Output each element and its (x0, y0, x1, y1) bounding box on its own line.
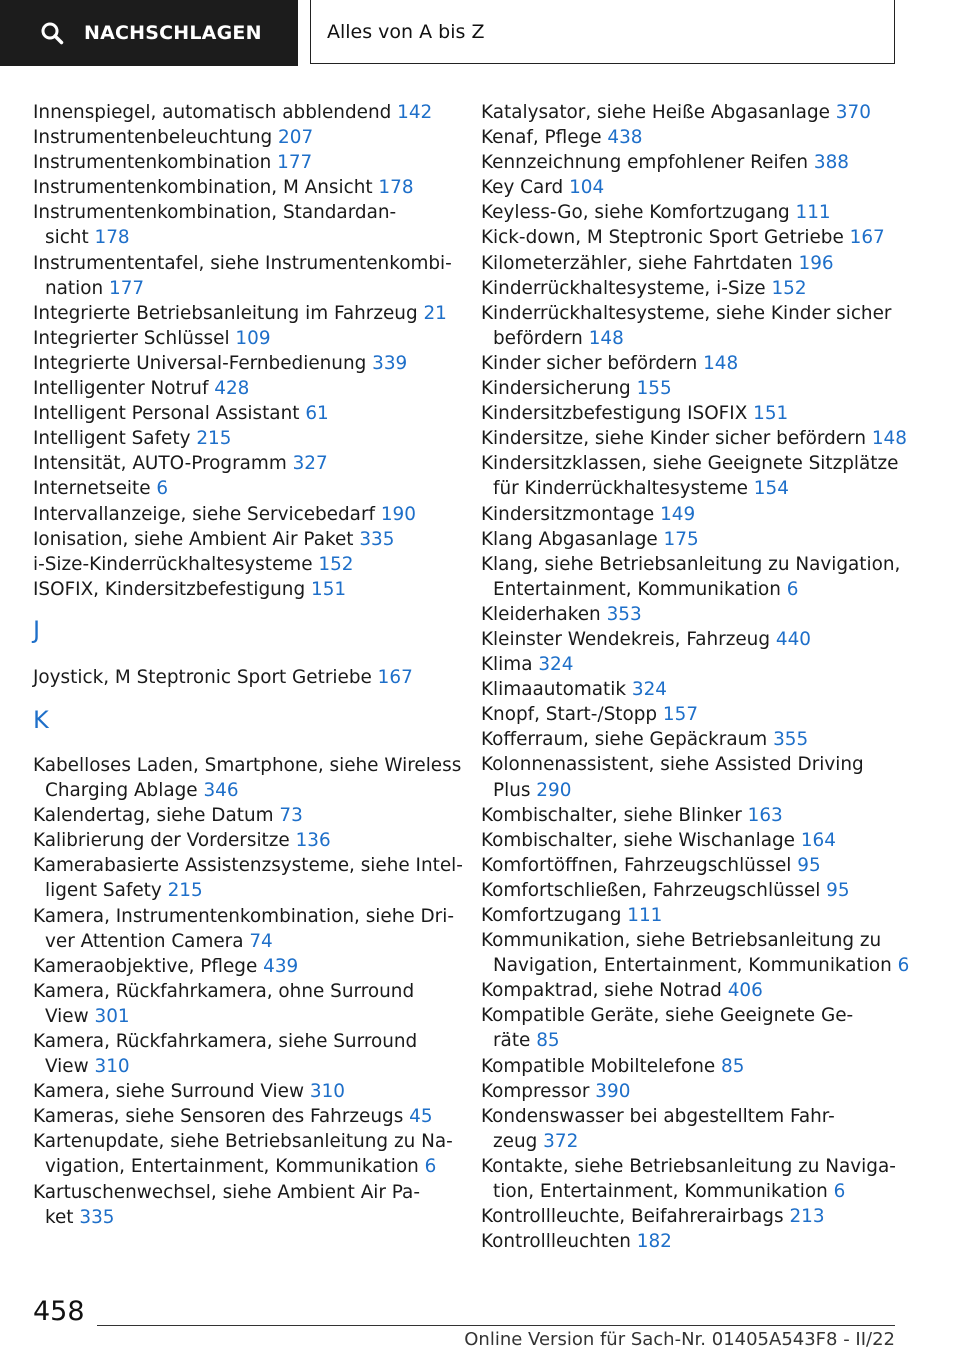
page-link[interactable]: 111 (795, 202, 831, 224)
index-entry-text: Kamera, Rückfahrkamera, ohne Surround (33, 980, 415, 1002)
index-entry-text: Kompatible Mobiltelefone (481, 1055, 716, 1077)
index-entry (33, 853, 463, 903)
index-entry (33, 251, 453, 301)
index-entry (33, 376, 453, 401)
index-entry-text: Kondenswasser bei abgestelltem Fahr- (481, 1105, 835, 1127)
page-link[interactable]: 372 (543, 1130, 579, 1152)
index-entry-text: Instrumentenkombination, M Ansicht (33, 177, 373, 199)
page-link[interactable]: 390 (595, 1080, 631, 1102)
index-entry (481, 602, 911, 627)
index-entry (481, 853, 911, 878)
page-link[interactable]: 182 (636, 1231, 672, 1253)
index-entry-continuation: View (45, 1056, 89, 1078)
index-entry-continuation: View (45, 1005, 89, 1027)
index-entry-text: Kommunikation, siehe Betriebsanleitung zu (481, 930, 882, 952)
index-entry (481, 502, 911, 527)
index-entry-continuation: nation (45, 277, 104, 299)
index-entry-text: Intelligent Personal Assistant (33, 403, 300, 425)
page-link[interactable]: 355 (773, 729, 809, 751)
page-link[interactable]: 148 (703, 352, 739, 374)
page-link[interactable]: 178 (94, 227, 130, 249)
index-entry (33, 552, 453, 577)
index-list-j (33, 665, 453, 690)
index-entry-text: Kindersicherung (481, 378, 631, 400)
index-entry (481, 903, 911, 928)
page-link[interactable]: 438 (607, 127, 643, 149)
page-link[interactable]: 163 (747, 804, 783, 826)
index-entry-text: Kinderrückhaltesysteme, siehe Kinder sicher (481, 302, 892, 324)
index-entry-text: Ionisation, siehe Ambient Air Paket (33, 528, 354, 550)
index-entry-text: Komfortzugang (481, 905, 622, 926)
index-entry-text: Klimaautomatik (481, 679, 627, 701)
index-entry (481, 752, 911, 802)
index-entry-text: Kamerabasierte Assistenzsysteme, siehe Intel- (33, 855, 463, 877)
index-entry-text: i-Size-Kinderrückhaltesysteme (33, 553, 313, 575)
page-link[interactable]: 149 (660, 503, 696, 525)
page-link[interactable]: 142 (397, 102, 433, 123)
page-link[interactable]: 152 (771, 277, 807, 299)
index-entry (33, 175, 453, 200)
index-entry (481, 928, 911, 978)
index-entry (481, 727, 911, 752)
index-entry-text: Knopf, Start-/Stopp (481, 704, 658, 726)
index-entry (481, 451, 911, 501)
index-entry (33, 577, 453, 602)
index-entry-text: Intelligent Safety (33, 428, 191, 450)
index-entry-continuation: Charging Ablage (45, 780, 198, 802)
index-entry-continuation: zeug (493, 1130, 538, 1152)
index-entry-text: Joystick, M Steptronic Sport Getriebe (33, 666, 372, 688)
page-link[interactable]: 324 (538, 654, 574, 676)
index-entry (481, 1104, 911, 1154)
page-link[interactable]: 190 (380, 503, 416, 525)
index-entry-text: Kamera, Instrumentenkombination, siehe Dri- (33, 905, 454, 927)
index-entry-text: Kindersitze, siehe Kinder sicher befördern (481, 428, 866, 450)
index-entry (33, 326, 453, 351)
index-entry (481, 677, 911, 702)
index-entry (481, 351, 911, 376)
index-entry-text: Kinder sicher befördern (481, 352, 698, 374)
page-link[interactable]: 406 (727, 980, 763, 1002)
index-entry (481, 627, 911, 652)
index-entry (481, 175, 911, 200)
page-link[interactable]: 370 (835, 102, 871, 123)
index-entry-text: ISOFIX, Kindersitzbefestigung (33, 578, 306, 600)
index-entry-text: Kontrollleuchten (481, 1231, 631, 1253)
index-entry-text: Kinderrückhaltesysteme, i-Size (481, 277, 766, 299)
index-entry (33, 1180, 453, 1230)
index-entry (33, 828, 453, 853)
index-entry-text: Integrierte Universal-Fernbedienung (33, 352, 367, 374)
index-entry-text: Integrierter Schlüssel (33, 327, 230, 349)
page-link[interactable]: 215 (196, 428, 232, 450)
footer-text: Online Version für Sach-Nr. 01405A543F8 - II/22 (464, 1329, 895, 1350)
index-entry-text: Kartenupdate, siehe Betriebsanleitung zu Na- (33, 1131, 453, 1153)
page-link[interactable]: 346 (203, 780, 239, 802)
index-entry-text: Kick-down, M Steptronic Sport Getriebe (481, 227, 844, 249)
page-link[interactable]: 339 (372, 352, 408, 374)
index-entry (33, 1129, 453, 1179)
index-entry (481, 276, 911, 301)
page-link[interactable]: 111 (627, 905, 663, 926)
index-entry-text: Kalendertag, siehe Datum (33, 805, 274, 827)
index-entry (481, 1229, 911, 1254)
index-entry-text: Kamera, Rückfahrkamera, siehe Surround (33, 1031, 418, 1052)
index-entry-text: Klima (481, 654, 533, 676)
index-entry-text: Kartuschenwechsel, siehe Ambient Air Pa- (33, 1181, 420, 1203)
index-entry (481, 978, 911, 1003)
page-link[interactable]: 6 (156, 478, 169, 500)
index-entry (33, 401, 453, 426)
index-entry-text: Kennzeichnung empfohlener Reifen (481, 152, 809, 174)
page-link[interactable]: 155 (636, 378, 672, 400)
page-link[interactable]: 290 (536, 779, 572, 801)
index-list-k (33, 753, 463, 1230)
page-link[interactable]: 6 (786, 578, 799, 600)
index-entry (33, 803, 453, 828)
index-entry (33, 125, 453, 150)
index-entry (33, 979, 453, 1029)
page-link[interactable]: 175 (663, 528, 699, 550)
index-entry (33, 753, 462, 803)
tab-nachschlagen-label: NACHSCHLAGEN (84, 22, 262, 44)
index-entry-continuation: ver Attention Camera (45, 930, 244, 952)
page-link[interactable]: 301 (94, 1005, 130, 1027)
index-list-i (33, 100, 453, 602)
page-link[interactable]: 439 (263, 955, 299, 977)
page-link[interactable]: 157 (662, 704, 699, 726)
index-entry-text: Kindersitzklassen, siehe Geeignete Sitzplätze (481, 453, 899, 475)
index-letter-j: J (33, 615, 41, 644)
page-link[interactable]: 95 (797, 854, 821, 876)
index-entry-text: Instrumententafel, siehe Instrumentenkombi- (33, 252, 452, 274)
page-link[interactable]: 388 (813, 152, 849, 174)
index-entry-text: Kilometerzähler, siehe Fahrtdaten (481, 252, 793, 274)
index-entry-text: Internetseite (33, 478, 151, 500)
index-entry-continuation: tion, Entertainment, Kommunikation (493, 1181, 828, 1203)
page-link[interactable]: 95 (826, 879, 850, 901)
index-entry-text: Intelligenter Notruf (33, 378, 209, 400)
index-entry-text: Kindersitzmontage (481, 503, 655, 525)
index-entry-continuation: vigation, Entertainment, Kommunikation (45, 1156, 419, 1178)
page-link[interactable]: 167 (849, 227, 885, 249)
index-entry (33, 665, 453, 690)
index-entry-continuation: ligent Safety (45, 880, 162, 902)
page-link[interactable]: 6 (424, 1156, 437, 1178)
index-entry (481, 527, 911, 552)
breadcrumb[interactable] (310, 0, 895, 64)
index-entry-text: Intervallanzeige, siehe Servicebedarf (33, 503, 375, 525)
index-entry (481, 150, 911, 175)
index-entry-continuation: räte (493, 1030, 531, 1052)
index-entry-text: Kameras, siehe Sensoren des Fahrzeugs (33, 1106, 404, 1128)
page-link[interactable]: 178 (378, 177, 414, 199)
index-list-k-continued (481, 100, 911, 1254)
index-entry (481, 100, 911, 125)
index-entry-text: Kofferraum, siehe Gepäckraum (481, 729, 768, 751)
index-entry (481, 803, 911, 828)
index-letter-k: K (33, 705, 49, 734)
page-link[interactable]: 177 (109, 277, 145, 299)
index-entry (481, 552, 911, 602)
index-column-left (33, 100, 463, 1230)
page-link[interactable]: 61 (305, 403, 329, 425)
page-link[interactable]: 85 (536, 1030, 560, 1052)
index-entry-text: Key Card (481, 177, 564, 199)
index-entry-continuation: befördern (493, 327, 583, 349)
index-entry-continuation: Plus (493, 779, 531, 801)
index-entry-text: Komfortschließen, Fahrzeugschlüssel (481, 879, 821, 901)
index-entry-text: Kolonnenassistent, siehe Assisted Driving (481, 754, 864, 776)
index-entry (33, 1029, 453, 1079)
page-link[interactable]: 335 (359, 528, 395, 550)
index-entry-text: Klang Abgasanlage (481, 528, 658, 550)
index-entry-text: Kontakte, siehe Betriebsanleitung zu Naviga- (481, 1155, 896, 1177)
search-icon (40, 21, 64, 45)
index-entry-continuation: sicht (45, 227, 89, 249)
page-link[interactable]: 6 (897, 955, 910, 977)
index-entry-text: Kompressor (481, 1080, 590, 1102)
page-link[interactable]: 45 (409, 1106, 433, 1128)
index-entry (481, 828, 911, 853)
page-link[interactable]: 215 (167, 880, 203, 902)
index-entry-text: Kompatible Geräte, siehe Geeignete Ge- (481, 1005, 854, 1027)
index-entry-continuation: für Kinderrückhaltesysteme (493, 478, 748, 500)
index-entry-text: Integrierte Betriebsanleitung im Fahrzeug (33, 302, 418, 324)
index-entry-text: Kleinster Wendekreis, Fahrzeug (481, 628, 771, 650)
index-entry (481, 426, 911, 451)
index-entry-text: Kindersitzbefestigung ISOFIX (481, 403, 748, 425)
page-link[interactable]: 440 (775, 628, 811, 650)
index-column-right (481, 100, 911, 1254)
index-entry-text: Kombischalter, siehe Blinker (481, 804, 742, 826)
page-link[interactable]: 148 (588, 327, 624, 349)
index-entry (33, 200, 453, 250)
index-entry-text: Katalysator, siehe Heiße Abgasanlage (481, 102, 830, 123)
index-entry-text: Intensität, AUTO-Programm (33, 453, 287, 475)
index-entry (33, 451, 453, 476)
index-entry (481, 251, 911, 276)
index-entry (33, 1079, 453, 1104)
page-link[interactable]: 167 (377, 666, 413, 688)
index-entry (481, 702, 911, 727)
index-entry (481, 301, 911, 351)
page-link[interactable]: 154 (753, 478, 789, 500)
index-entry (33, 150, 453, 175)
index-entry-text: Instrumentenkombination (33, 152, 272, 174)
page-link[interactable]: 327 (292, 453, 328, 475)
page-link[interactable]: 151 (311, 578, 347, 600)
index-entry (481, 125, 911, 150)
index-entry (481, 652, 911, 677)
page-link[interactable]: 164 (800, 829, 836, 851)
index-entry (33, 527, 453, 552)
index-entry-text: Kenaf, Pflege (481, 127, 602, 149)
index-entry-text: Kontrollleuchte, Beifahrerairbags (481, 1206, 784, 1228)
page-link[interactable]: 74 (249, 930, 273, 952)
page-link[interactable]: 21 (423, 302, 447, 324)
index-entry (481, 225, 911, 250)
index-entry (33, 301, 453, 326)
index-entry (481, 1204, 911, 1229)
index-entry-continuation: ket (45, 1206, 74, 1228)
index-entry (33, 502, 453, 527)
index-entry (33, 954, 453, 979)
index-entry (481, 878, 911, 903)
footer-divider (97, 1325, 895, 1326)
page-link[interactable]: 196 (798, 252, 834, 274)
page-link[interactable]: 109 (235, 327, 271, 349)
page-link[interactable]: 6 (833, 1181, 846, 1203)
index-entry-text: Kameraobjektive, Pflege (33, 955, 258, 977)
index-entry (481, 1003, 911, 1053)
index-entry-text: Kompaktrad, siehe Notrad (481, 980, 722, 1002)
index-entry (481, 1079, 911, 1104)
page-link[interactable]: 104 (569, 177, 605, 199)
index-entry (33, 476, 453, 501)
index-entry-text: Klang, siehe Betriebsanleitung zu Navigation, (481, 553, 901, 575)
page-link[interactable]: 177 (277, 152, 313, 174)
page-link[interactable]: 428 (214, 378, 250, 400)
index-entry-text: Instrumentenkombination, Standardan- (33, 202, 397, 224)
page-link[interactable]: 353 (606, 603, 642, 625)
page-link[interactable]: 207 (278, 127, 314, 149)
index-entry-text: Keyless-Go, siehe Komfortzugang (481, 202, 790, 224)
index-entry-text: Innenspiegel, automatisch abblendend (33, 102, 392, 123)
index-entry-text: Kalibrierung der Vordersitze (33, 830, 290, 852)
page-link[interactable]: 310 (309, 1081, 345, 1103)
index-entry-text: Komfortöffnen, Fahrzeugschlüssel (481, 854, 792, 876)
index-entry (481, 401, 911, 426)
page-link[interactable]: 213 (789, 1206, 825, 1228)
page-link[interactable]: 148 (871, 428, 907, 450)
index-entry-continuation: Navigation, Entertainment, Kommunikation (493, 955, 892, 977)
header (0, 0, 960, 66)
page-link[interactable]: 85 (721, 1055, 745, 1077)
index-entry (481, 1154, 911, 1204)
index-entry (481, 1054, 911, 1079)
index-entry (33, 351, 453, 376)
index-entry-text: Kombischalter, siehe Wischanlage (481, 829, 795, 851)
index-entry (33, 100, 453, 125)
page-link[interactable]: 152 (318, 553, 354, 575)
breadcrumb-label: Alles von A bis Z (327, 20, 485, 43)
index-entry (481, 376, 911, 401)
index-entry-text: Kamera, siehe Surround View (33, 1081, 305, 1103)
index-entry-text: Kleiderhaken (481, 603, 601, 625)
index-entry (33, 1104, 453, 1129)
index-entry-text: Kabelloses Laden, Smartphone, siehe Wireless (33, 754, 462, 776)
page-link[interactable]: 324 (631, 679, 667, 701)
page-link[interactable]: 136 (295, 830, 331, 852)
page-number: 458 (33, 1296, 85, 1327)
tab-nachschlagen[interactable] (0, 0, 298, 66)
page-link[interactable]: 73 (279, 805, 303, 827)
page-link[interactable]: 151 (753, 403, 789, 425)
page-link[interactable]: 335 (79, 1206, 115, 1228)
index-entry (33, 904, 453, 954)
index-entry-text: Instrumentenbeleuchtung (33, 127, 273, 149)
index-entry (33, 426, 453, 451)
index-entry-continuation: Entertainment, Kommunikation (493, 578, 781, 600)
page-link[interactable]: 310 (94, 1056, 130, 1078)
index-entry (481, 200, 911, 225)
